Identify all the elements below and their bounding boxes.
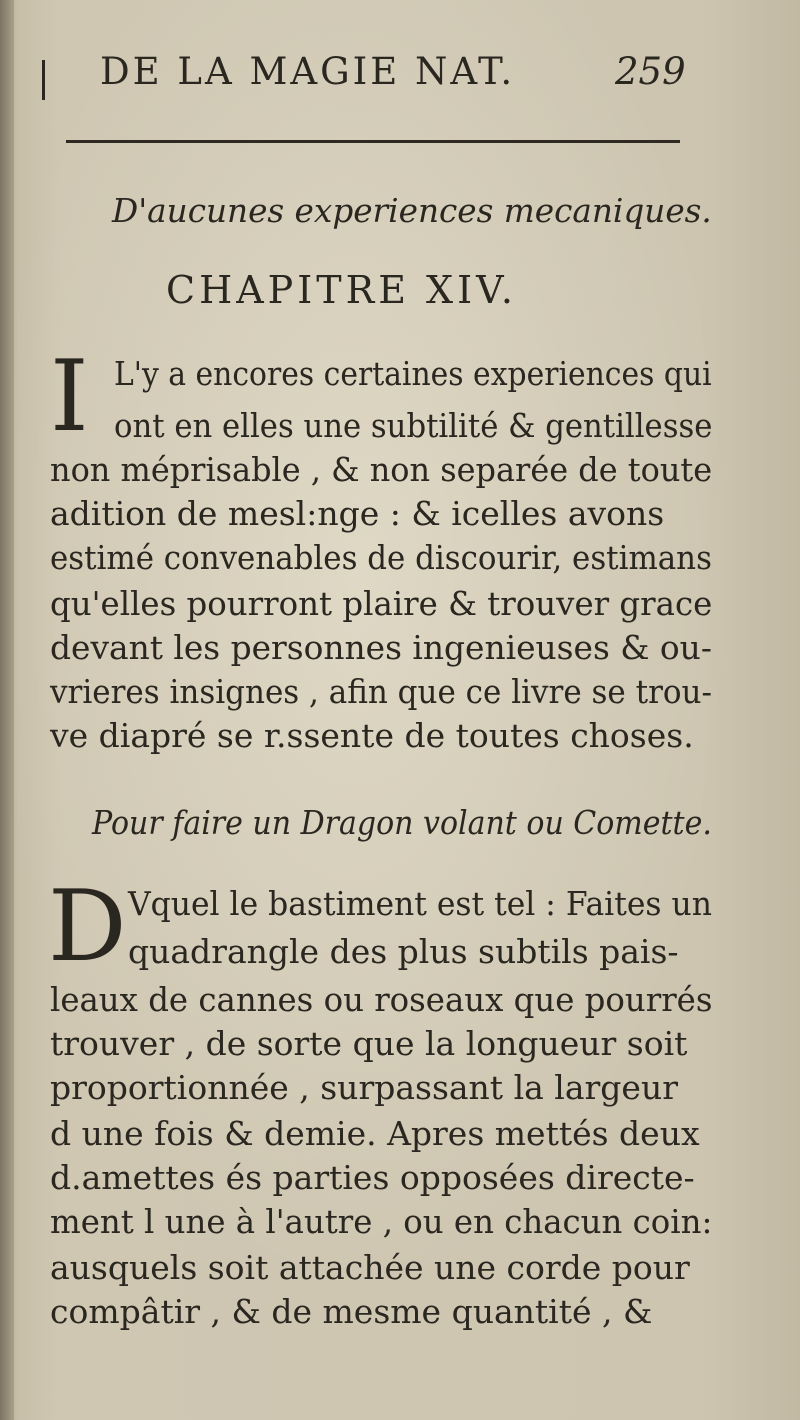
text-line: ve diapré se r.ssente de toutes choses. (50, 716, 694, 755)
chapter-subtitle: D'aucunes experiences mecaniques. (112, 191, 712, 230)
text-line: quadrangle des plus subtils pais- (128, 932, 679, 971)
page-gutter (0, 0, 14, 1420)
text-line: trouver , de sorte que la longueur soit (50, 1024, 688, 1063)
text-line: estimé convenables de discourir, estimans (50, 538, 712, 577)
header-rule (66, 140, 680, 143)
text-line: d une fois & demie. Apres mettés deux (50, 1114, 700, 1153)
header-bracket (42, 60, 45, 100)
text-line: adition de mesl:nge : & icelles avons (50, 494, 665, 533)
text-line: compâtir , & de mesme quantité , & (50, 1292, 653, 1331)
text-line: Vquel le bastiment est tel : Faites un (128, 884, 712, 923)
text-line: leaux de cannes ou roseaux que pourrés (50, 980, 713, 1019)
text-line: devant les personnes ingenieuses & ou- (50, 628, 712, 667)
text-line: non méprisable , & non separée de toute (50, 450, 713, 489)
text-line: d.amettes és parties opposées directe- (50, 1158, 695, 1197)
text-line: ausquels soit attachée une corde pour (50, 1248, 690, 1287)
text-line: vrieres insignes , afin que ce livre se trou- (50, 672, 712, 711)
section-title: Pour faire un Dragon volant ou Comette. (92, 803, 712, 842)
drop-cap-i: I (50, 340, 89, 454)
text-line: ont en elles une subtilité & gentillesse (114, 406, 713, 445)
running-title: DE LA MAGIE NAT. (100, 50, 516, 93)
text-line: L'y a encores certaines experiences qui (114, 354, 712, 393)
page-number: 259 (615, 50, 686, 93)
text-line: ment l une à l'autre , ou en chacun coin: (50, 1202, 713, 1241)
chapter-heading: CHAPITRE XIV. (166, 268, 517, 312)
text-line: qu'elles pourront plaire & trouver grace (50, 584, 713, 623)
text-line: proportionnée , surpassant la largeur (50, 1068, 678, 1107)
drop-cap-d: D (48, 870, 127, 984)
